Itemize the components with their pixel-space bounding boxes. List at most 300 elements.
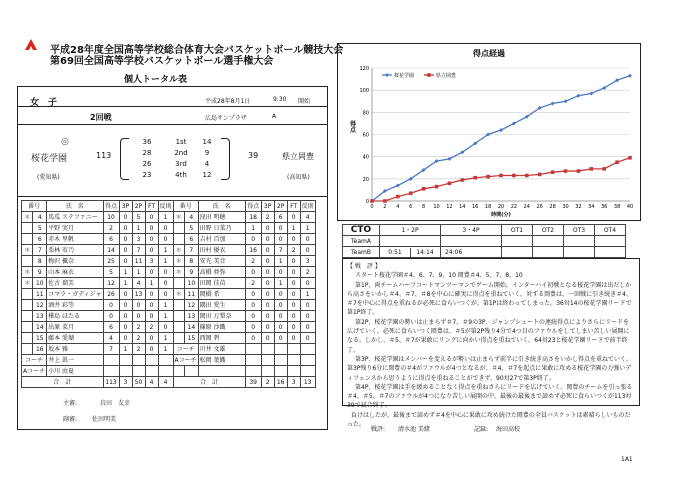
stat-cell: 0	[300, 333, 315, 344]
legend-label: 県立岡豊	[436, 73, 457, 79]
stat-cell: 2	[261, 212, 274, 223]
player-number: 12	[185, 300, 199, 311]
review-paragraph: 第1P、両チームハーフコートマンツーマンでゲーム開始。インターハイ初戦となる桜花学園は出だしから高さをいかし＃4、＃7、＃8を中心に確実に得点を重ねていく。対する岡豊は、一回戦に引き続き＃4、＃7を中心に得点を重ねるが必死に食らいつくが、第1Pは終わってしまった。36対14の桜花学園リードで第1P終了。	[347, 281, 633, 317]
stat-cell: 0	[300, 300, 315, 311]
data-point	[615, 160, 619, 164]
stat-cell: 0	[119, 245, 132, 256]
col-header-number: 番号	[22, 201, 47, 212]
player-number: 16	[33, 344, 47, 355]
quarter-label: 2nd	[174, 149, 188, 157]
game-review	[342, 258, 640, 429]
review-paragraph: 負けはしたが、最後まで諦めず＃4を中心に果敢に攻め続けた岡豊の全員バスケットは素晴らしいものだった。	[347, 411, 631, 429]
stat-cell: 0	[287, 212, 300, 223]
stat-cell: 2	[287, 245, 300, 256]
empty-cell	[185, 366, 199, 377]
data-point	[576, 94, 580, 98]
starter-mark	[22, 333, 33, 344]
stat-cell: 7	[274, 245, 287, 256]
umpire-name: 佐田明美	[92, 416, 117, 423]
team-a-score: 113	[96, 151, 112, 160]
stat-cell	[119, 355, 132, 366]
starter-mark: ＊	[22, 267, 33, 278]
player-name: 吉村 百加	[198, 234, 245, 245]
review-writer-name: 清水池 美緒	[398, 426, 430, 433]
stat-cell: 1	[158, 344, 173, 355]
stat-cell	[145, 355, 158, 366]
stat-cell: 25	[103, 256, 119, 267]
stat-cell: 2	[132, 322, 145, 333]
table-row	[22, 344, 316, 355]
player-number: 12	[33, 300, 47, 311]
y-tick-label: 80	[362, 110, 369, 117]
stat-cell: 0	[145, 212, 158, 223]
player-name: 山本 麻衣	[47, 267, 103, 278]
col-header-number: 番号	[173, 201, 198, 212]
starter-mark	[22, 344, 33, 355]
stat-cell: 0	[300, 322, 315, 333]
total-cell: 16	[274, 377, 287, 388]
quarter-b-score: 9	[204, 149, 210, 157]
stat-cell: 0	[245, 322, 261, 333]
team-b-row-label: TeamB	[343, 247, 380, 258]
player-name: 平野 実月	[47, 223, 103, 234]
game-time: 9:30	[273, 96, 287, 103]
x-tick-label: 10	[433, 204, 440, 210]
stat-cell: 1	[132, 223, 145, 234]
stat-cell: 0	[300, 278, 315, 289]
player-name: 栗林 宥乃	[47, 245, 103, 256]
total-cell: 4	[158, 377, 173, 388]
period-header: 3・4P	[441, 225, 502, 236]
quarter-a-score: 28	[142, 149, 152, 157]
assistant-coach-label: Aコーチ	[23, 367, 46, 375]
player-number: 4	[185, 212, 199, 223]
player-number: 7	[185, 245, 199, 256]
team-a-row-label: TeamA	[343, 236, 380, 247]
review-paragraph: 第3P、桜花学園はメンバーを変えるが勢いは止まらず前半に引き続き高さをいかし得点を重ねていく。第3P残り6分に岡豊の＃4がファウルが4つとなるが、＃4、＃7を起点に果敢に攻める桜花学園の力強いディフェンスから思うように得点を重ねることができず、90対27で第3P終了。	[347, 355, 632, 382]
total-cell: 39	[245, 377, 261, 388]
stat-cell: 0	[158, 267, 173, 278]
divider	[17, 124, 328, 125]
coach-name: 川井 文雄	[198, 344, 245, 355]
table-row	[22, 267, 316, 278]
stat-cell: 26	[103, 289, 119, 300]
chart-title: 得点経過	[473, 49, 505, 58]
period-header: 1・2P	[380, 225, 441, 236]
starter-mark: ＊	[173, 289, 184, 300]
stat-cell: 2	[103, 223, 119, 234]
stat-cell	[274, 355, 287, 366]
stat-cell: 1	[119, 344, 132, 355]
review-paragraph: 第2P、桜花学園の勢いは止まらず＃7、＃9の3P、ジャンプシュートの連続得点によりさらにリードを広げていく。必死に食らいつく岡豊は、＃5が第2P残り4分で4つ目のファウルをしてしまい苦しい展開になる。しかし、＃5、＃7が果敢にリングに向かい得点を重ねていく。64対23と桜花学園リードで前半終了。	[347, 318, 630, 354]
player-name: 隅田 愛生	[198, 300, 245, 311]
stat-cell: 2	[145, 322, 158, 333]
player-number: 11	[185, 289, 199, 300]
data-point	[486, 175, 490, 179]
divider	[17, 196, 328, 197]
stat-cell: 6	[274, 212, 287, 223]
data-point	[409, 191, 413, 195]
y-tick-label: 40	[362, 154, 369, 161]
stat-cell: 0	[245, 311, 261, 322]
stat-cell: 12	[103, 278, 119, 289]
starter-mark	[22, 311, 33, 322]
stat-cell: 0	[145, 344, 158, 355]
starter-mark	[22, 289, 33, 300]
stat-cell: 0	[300, 245, 315, 256]
empty-cell	[300, 366, 315, 377]
x-tick-label: 2	[383, 204, 387, 210]
total-cell: 4	[145, 377, 158, 388]
player-number: 9	[33, 267, 47, 278]
starter-mark	[22, 234, 33, 245]
table-row	[22, 289, 316, 300]
stat-cell: 16	[245, 245, 261, 256]
stats-header-row	[22, 201, 316, 212]
y-tick-label: 120	[359, 66, 369, 72]
stat-cell	[300, 344, 315, 355]
stat-cell	[300, 355, 315, 366]
player-name: 安光 美音	[198, 256, 245, 267]
player-name: 出原 菜月	[47, 322, 103, 333]
stat-cell: 1	[300, 223, 315, 234]
stat-cell: 0	[274, 267, 287, 278]
stat-cell: 1	[158, 212, 173, 223]
total-cell: 50	[132, 377, 145, 388]
player-number: 6	[185, 234, 199, 245]
stat-cell: 0	[261, 322, 274, 333]
stat-cell: 0	[158, 234, 173, 245]
col-header: 得点	[247, 202, 260, 210]
stat-cell: 1	[300, 289, 315, 300]
x-axis-label: 時間(分)	[491, 212, 511, 218]
data-point	[370, 199, 374, 203]
player-number: 6	[33, 234, 47, 245]
stat-cell	[119, 366, 132, 377]
starter-mark	[173, 234, 184, 245]
starter-mark	[22, 322, 33, 333]
col-header: 2P	[274, 201, 287, 212]
data-point	[422, 187, 426, 191]
stat-cell: 0	[245, 289, 261, 300]
x-tick-label: 8	[422, 204, 426, 210]
x-tick-label: 24	[523, 204, 530, 210]
data-point	[628, 74, 632, 78]
stat-cell: 13	[132, 289, 145, 300]
stat-cell: 0	[287, 256, 300, 267]
data-point	[499, 174, 503, 178]
stat-cell: 6	[103, 234, 119, 245]
table-row	[22, 333, 316, 344]
stat-cell: 0	[274, 223, 287, 234]
empty-cell	[245, 366, 261, 377]
stat-cell: 0	[261, 311, 274, 322]
stat-cell	[132, 355, 145, 366]
x-tick-label: 4	[396, 204, 400, 210]
starter-mark: ＊	[22, 278, 33, 289]
starter-mark: ＊	[173, 267, 184, 278]
player-number: 11	[33, 289, 47, 300]
stat-cell	[287, 355, 300, 366]
stat-cell: 0	[119, 300, 132, 311]
stat-cell: 18	[245, 212, 261, 223]
stat-cell: 0	[261, 289, 274, 300]
stat-cell: 0	[119, 322, 132, 333]
assistant-coach-name: 松岡 葉織	[198, 355, 245, 366]
score-progress-chart	[338, 44, 640, 220]
period-header: OT1	[502, 225, 533, 236]
y-tick-label: 60	[362, 132, 369, 139]
stat-cell: 0	[274, 322, 287, 333]
stat-cell: 1	[158, 300, 173, 311]
stat-cell: 0	[300, 311, 315, 322]
stat-cell: 0	[274, 300, 287, 311]
stat-cell: 0	[261, 300, 274, 311]
court-grade: A	[272, 113, 277, 120]
assistant-coach-name: 小川 由夏	[47, 366, 103, 377]
coach-row	[22, 366, 316, 377]
stat-cell: 0	[145, 289, 158, 300]
data-point	[577, 169, 581, 173]
player-name: 西岡 碧	[198, 333, 245, 344]
player-name: 藤本 愛瑚	[47, 333, 103, 344]
stat-cell: 0	[261, 278, 274, 289]
assistant-coach-label: Aコーチ	[174, 356, 197, 364]
x-tick-label: 14	[459, 204, 466, 210]
stat-cell: 0	[145, 234, 158, 245]
stat-cell: 14	[103, 245, 119, 256]
player-number: 10	[185, 278, 199, 289]
quarter-a-score: 23	[142, 171, 152, 179]
score-progress-chart-panel	[337, 43, 641, 221]
player-number: 5	[33, 223, 47, 234]
stat-cell: 3	[145, 256, 158, 267]
stat-cell	[245, 355, 261, 366]
stat-cell: 2	[245, 278, 261, 289]
x-tick-label: 36	[601, 204, 608, 210]
quarter-label: 3rd	[175, 160, 187, 168]
referee-name: 岩田 友幸	[100, 400, 131, 407]
col-header-name: 氏 名	[198, 201, 245, 212]
starter-mark: ＊	[173, 256, 184, 267]
stat-cell: 0	[145, 245, 158, 256]
player-number: 15	[185, 333, 199, 344]
player-name: 田野 日菜乃	[198, 223, 245, 234]
stat-cell	[287, 344, 300, 355]
federation-logo-icon	[24, 38, 38, 52]
round-label: 2回戦	[90, 113, 112, 122]
stat-cell: 0	[261, 245, 274, 256]
player-number: 14	[185, 322, 199, 333]
team-b-name: 県立岡豊	[282, 152, 314, 161]
data-point	[538, 173, 542, 177]
stat-cell	[158, 366, 173, 377]
data-point	[383, 199, 387, 203]
stat-cell: 7	[132, 245, 145, 256]
stat-cell: 0	[287, 234, 300, 245]
y-tick-label: 20	[362, 176, 369, 183]
player-name: コマラ・ガディジャ	[48, 290, 102, 298]
stat-cell: 0	[261, 267, 274, 278]
player-number: 13	[33, 311, 47, 322]
player-name: 佐古 瑠美	[47, 278, 103, 289]
starter-mark	[173, 322, 184, 333]
stat-cell: 0	[274, 289, 287, 300]
x-tick-label: 16	[472, 204, 479, 210]
x-tick-label: 20	[497, 204, 505, 210]
starter-mark	[173, 333, 184, 344]
stat-cell: 0	[119, 256, 132, 267]
stat-cell: 2	[300, 267, 315, 278]
player-number: 14	[33, 322, 47, 333]
col-header: 得点	[105, 202, 118, 210]
x-tick-label: 6	[409, 204, 413, 210]
totals-label: 合 計	[173, 377, 245, 388]
tournament-subtitle: 第69回全国高等学校バスケットボール選手権大会	[50, 56, 274, 67]
x-tick-label: 12	[446, 204, 453, 210]
data-point	[628, 156, 632, 160]
stat-cell: 0	[300, 234, 315, 245]
y-tick-label: 100	[359, 88, 369, 95]
stat-cell: 1	[245, 223, 261, 234]
stat-cell: 0	[245, 234, 261, 245]
player-name: 酒井 彩等	[47, 300, 103, 311]
x-tick-label: 38	[613, 204, 621, 210]
starter-mark: ＊	[173, 212, 184, 223]
empty-cell	[173, 366, 184, 377]
stat-cell: 0	[158, 223, 173, 234]
stat-cell: 0	[119, 234, 132, 245]
page-number: 1A1	[621, 456, 633, 463]
venue: 広島サンプラザ	[205, 115, 247, 122]
starter-mark	[173, 278, 184, 289]
col-header: FT	[287, 201, 300, 212]
player-number: 15	[33, 333, 47, 344]
gender-label: 女 子	[30, 98, 58, 108]
bracket-right	[221, 138, 230, 180]
stat-cell: 1	[274, 278, 287, 289]
player-number: 13	[185, 311, 199, 322]
total-cell: 3	[119, 377, 132, 388]
coach-name: 井上 眞一	[47, 355, 103, 366]
stat-cell: 0	[274, 234, 287, 245]
total-cell: 13	[300, 377, 315, 388]
data-point	[512, 174, 516, 178]
data-point	[564, 99, 568, 103]
stat-cell: 1	[274, 256, 287, 267]
player-number: 8	[185, 256, 199, 267]
quarter-label: 1st	[175, 138, 187, 146]
player-name: 篠原 沙織	[198, 322, 245, 333]
stat-cell: 7	[103, 344, 119, 355]
stat-cell: 0	[261, 223, 274, 234]
x-tick-label: 30	[562, 204, 569, 210]
stat-cell: 0	[287, 267, 300, 278]
starter-mark	[173, 300, 184, 311]
legend-marker	[385, 73, 389, 77]
totals-label: 合 計	[22, 377, 104, 388]
data-point	[564, 169, 568, 173]
stat-cell: 1	[158, 256, 173, 267]
col-header: 3P	[261, 201, 274, 212]
divider	[17, 106, 328, 107]
stat-cell	[158, 355, 173, 366]
stat-cell: 0	[145, 267, 158, 278]
stat-cell: 0	[287, 289, 300, 300]
stat-cell: 0	[119, 212, 132, 223]
quarter-a-score: 36	[142, 138, 152, 146]
total-cell: 113	[103, 377, 119, 388]
stat-cell: 0	[132, 311, 145, 322]
stat-cell: 0	[158, 289, 173, 300]
stat-cell	[261, 355, 274, 366]
player-name: 岡橋 希	[198, 289, 245, 300]
stat-cell: 4	[132, 278, 145, 289]
player-name: 窪田 明穂	[198, 212, 245, 223]
player-name: 樺島 ほたる	[47, 311, 103, 322]
stat-cell: 1	[158, 333, 173, 344]
stat-cell: 0	[261, 234, 274, 245]
stat-cell: 0	[119, 333, 132, 344]
starter-mark: ＊	[22, 245, 33, 256]
stat-cell: 5	[132, 212, 145, 223]
player-name: 高橋 亜弥	[198, 267, 245, 278]
quarter-a-score: 26	[142, 160, 152, 168]
team-b-pref: (高知県)	[287, 174, 310, 181]
player-name: 梅沢 楓奈	[47, 256, 103, 267]
y-tick-label: 0	[365, 199, 369, 205]
data-point	[551, 170, 555, 174]
team-b-score: 39	[248, 151, 259, 160]
col-header: FT	[145, 201, 158, 212]
starter-mark	[22, 256, 33, 267]
starter-mark	[173, 311, 184, 322]
start-label: 開始	[298, 98, 311, 105]
legend-marker	[427, 73, 431, 77]
data-point	[525, 174, 529, 178]
player-name: 馬瓜 ステファニー	[47, 212, 103, 223]
quarter-b-score: 4	[204, 160, 210, 168]
empty-cell	[274, 366, 287, 377]
stat-cell: 1	[119, 267, 132, 278]
stat-cell: 4	[103, 333, 119, 344]
period-header: OT2	[533, 225, 564, 236]
quarter-timing-table	[342, 224, 626, 258]
stat-cell: 0	[119, 289, 132, 300]
stat-cell: 0	[245, 300, 261, 311]
stat-cell: 1	[132, 267, 145, 278]
table-row	[22, 223, 316, 234]
player-stats-table	[21, 200, 316, 388]
stat-cell: 0	[274, 333, 287, 344]
table-row	[22, 212, 316, 223]
data-point	[590, 167, 594, 171]
player-name: 岡田 万梨奈	[198, 311, 245, 322]
stat-cell: 0	[261, 333, 274, 344]
stat-cell: 0	[145, 300, 158, 311]
col-header: 3P	[119, 201, 132, 212]
stat-cell: 1	[119, 278, 132, 289]
stat-cell	[103, 366, 119, 377]
stat-cell: 0	[274, 311, 287, 322]
stat-cell: 0	[145, 333, 158, 344]
stat-cell: 2	[132, 344, 145, 355]
x-tick-label: 32	[575, 204, 582, 210]
data-point	[448, 181, 452, 185]
stat-cell: 1	[158, 245, 173, 256]
stat-cell: 10	[103, 212, 119, 223]
totals-row	[22, 377, 316, 388]
